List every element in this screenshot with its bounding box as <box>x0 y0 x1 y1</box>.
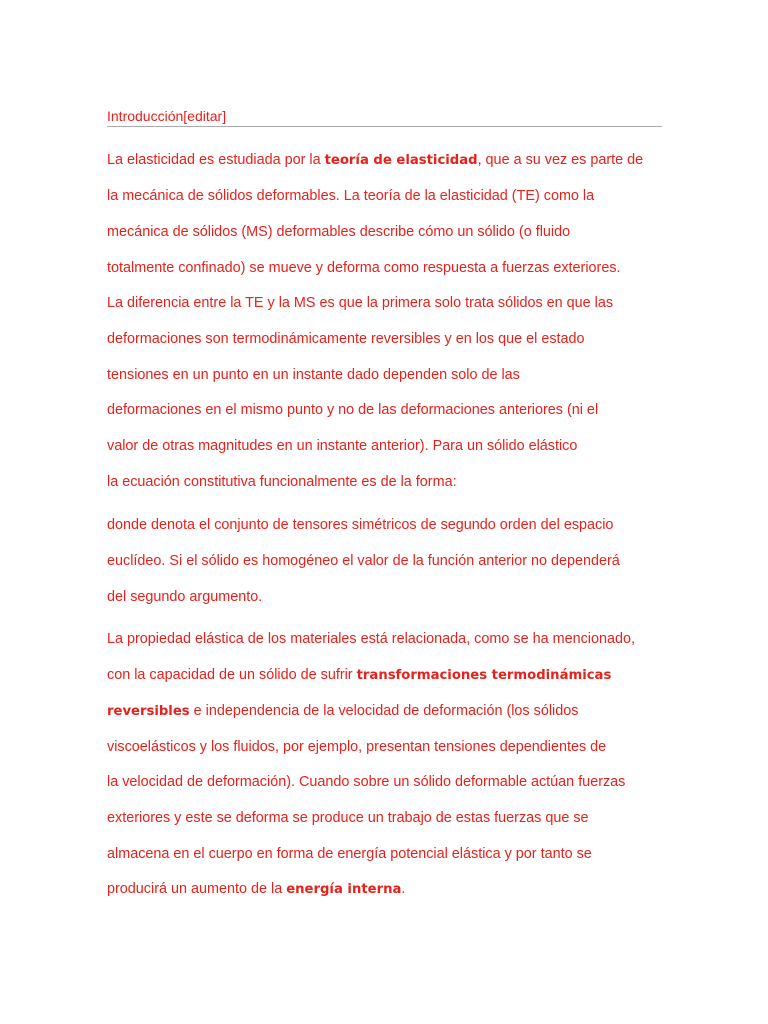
text-run: producirá un aumento de la <box>107 881 287 897</box>
text-line: exteriores y este se deforma se produce un trabajo de estas fuerzas que se <box>107 810 589 826</box>
text-line: la velocidad de deformación). Cuando sobre un sólido deformable actúan fuerzas <box>107 774 626 790</box>
text-line: deformaciones son termodinámicamente reversibles y en los que el estado <box>107 331 585 347</box>
text-line: la ecuación constitutiva funcionalmente es de la forma: <box>107 474 457 490</box>
section-heading <box>107 106 662 127</box>
edit-link[interactable]: [editar] <box>183 108 227 124</box>
text-line <box>107 879 405 899</box>
text-run: . <box>401 881 406 897</box>
text-line <box>107 701 578 721</box>
text-line: deformaciones en el mismo punto y no de las deformaciones anteriores (ni el <box>107 402 599 418</box>
text-line: mecánica de sólidos (MS) deformables describe cómo un sólido (o fluido <box>107 224 571 240</box>
text-run: , que a su vez es parte de <box>477 152 644 168</box>
link-reversibles[interactable]: reversibles <box>107 704 190 719</box>
text-line: almacena en el cuerpo en forma de energía potencial elástica y por tanto se <box>107 846 592 862</box>
text-line: tensiones en un punto en un instante dado dependen solo de las <box>107 367 520 383</box>
text-line: la mecánica de sólidos deformables. La teoría de la elasticidad (TE) como la <box>107 188 595 204</box>
link-transformaciones-termodinamicas[interactable]: transformaciones termodinámicas <box>356 668 612 683</box>
text-line: valor de otras magnitudes en un instante anterior). Para un sólido elástico <box>107 438 578 454</box>
text-run: La elasticidad es estudiada por la <box>107 152 325 168</box>
link-energia-interna[interactable]: energía interna <box>286 882 402 897</box>
text-line: euclídeo. Si el sólido es homogéneo el valor de la función anterior no dependerá <box>107 553 620 569</box>
text-run: con la capacidad de un sólido de sufrir <box>107 667 357 683</box>
text-line <box>107 665 611 685</box>
link-teoria-de-elasticidad[interactable]: teoría de elasticidad <box>324 153 478 168</box>
text-line: La diferencia entre la TE y la MS es que la primera solo trata sólidos en que las <box>107 295 614 311</box>
text-line: viscoelásticos y los fluidos, por ejemplo, presentan tensiones dependientes de <box>107 739 607 755</box>
text-line: del segundo argumento. <box>107 589 263 605</box>
document-page <box>107 0 667 1024</box>
text-line: totalmente confinado) se mueve y deforma como respuesta a fuerzas exteriores. <box>107 260 621 276</box>
text-line: donde denota el conjunto de tensores simétricos de segundo orden del espacio <box>107 517 614 533</box>
text-run: e independencia de la velocidad de deformación (los sólidos <box>189 703 579 719</box>
section-title: Introducción <box>107 108 184 124</box>
text-line <box>107 150 643 170</box>
text-line: La propiedad elástica de los materiales está relacionada, como se ha mencionado, <box>107 631 635 647</box>
